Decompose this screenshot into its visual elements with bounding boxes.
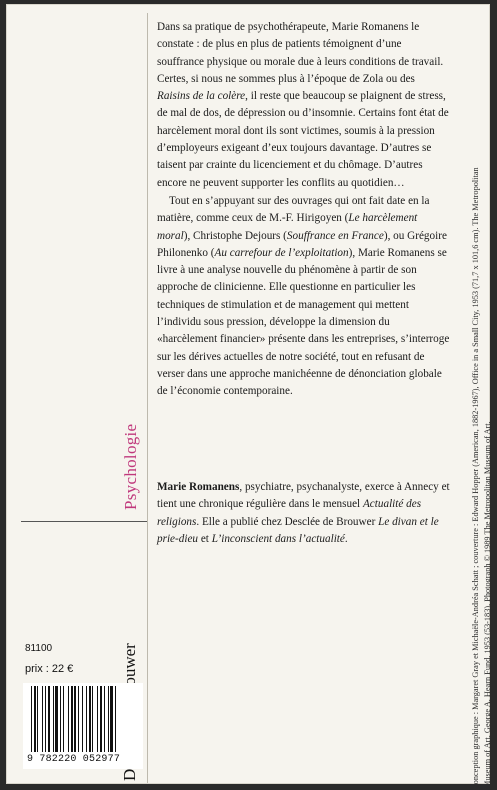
text-run: Dans sa pratique de psychothérapeute, Marie Romanens le constate : de plus en plus de patients témoignent d’une souffrance physique ou morale due à leurs conditions de travail. Certes, si nous ne sommes plus à l’époque de Zola ou des bbox=[157, 21, 444, 85]
barcode-bar bbox=[42, 686, 43, 752]
barcode-bar bbox=[108, 686, 109, 752]
italic-run: Raisins de la colère bbox=[157, 90, 246, 103]
credit-line-2: Museum of Art, George A. Hearn Fund, 1953 (53-183). Photograph © 1989 The Metropolitan Museum of Art. bbox=[482, 421, 492, 788]
barcode-bar bbox=[104, 686, 105, 752]
text-run: , il reste que beaucoup se plaignent de stress, de mal de dos, de dépression ou d’insomnie. Certains font état de harcèlement moral dont ils sont victimes, soumis à la pression d’employeurs exigeant d’eux toujours davantage. D’autres se taisent par crainte du licenciement et du chômage. D’autres encore ne peuvent supporter les conflits au quotidien… bbox=[157, 90, 449, 189]
barcode-bar bbox=[45, 686, 46, 752]
blurb-text bbox=[157, 19, 450, 401]
italic-run: Souffrance en France bbox=[286, 229, 384, 242]
barcode-bar bbox=[60, 686, 61, 752]
italic-run: Le divan et le prie-dieu bbox=[157, 515, 439, 545]
category-label: Psychologie bbox=[121, 423, 140, 510]
italic-run: L’inconscient dans l’actualité bbox=[211, 532, 345, 545]
barcode-bar bbox=[115, 686, 116, 752]
barcode-bar bbox=[100, 686, 102, 752]
barcode-bar bbox=[31, 686, 32, 752]
horizontal-divider bbox=[21, 521, 147, 522]
product-code: 81100 bbox=[25, 643, 53, 654]
author-bio bbox=[157, 479, 457, 548]
text-run: et bbox=[198, 532, 212, 545]
text-run: . bbox=[344, 532, 348, 545]
cover-credits bbox=[470, 167, 493, 788]
book-back-cover bbox=[6, 4, 492, 788]
author-bio-paragraph bbox=[157, 479, 457, 548]
text-run: Tout en s’appuyant sur des ouvrages qui ont fait date en la matière, comme ceux de M.-F. Hirigoyen ( bbox=[157, 194, 430, 225]
barcode-bar bbox=[97, 686, 98, 752]
italic-run: Actualité des religions bbox=[157, 498, 422, 528]
blurb-paragraph-1 bbox=[157, 19, 450, 192]
isbn-barcode bbox=[23, 683, 143, 769]
barcode-bar bbox=[92, 686, 93, 752]
text-run: . Elle a publié chez Desclée de Brouwer bbox=[196, 515, 379, 528]
barcode-bar bbox=[86, 686, 87, 752]
barcode-bar bbox=[63, 686, 64, 752]
barcode-bar bbox=[34, 686, 36, 752]
barcode-bars bbox=[31, 686, 137, 752]
barcode-bar bbox=[55, 686, 58, 752]
barcode-bar bbox=[48, 686, 50, 752]
vertical-divider bbox=[147, 13, 148, 783]
barcode-bar bbox=[71, 686, 73, 752]
barcode-bar bbox=[110, 686, 113, 752]
barcode-bar bbox=[78, 686, 79, 752]
barcode-bar bbox=[82, 686, 83, 752]
barcode-bar bbox=[68, 686, 69, 752]
isbn-digits: 9 782220 052977 bbox=[27, 754, 121, 765]
text-run: , psychiatre, psychanalyste, exerce à Annecy et tient une chronique régulière dans le mensuel bbox=[157, 481, 450, 511]
text-run: ), ou Grégoire Philonenko ( bbox=[157, 229, 447, 259]
blurb-paragraph-2 bbox=[157, 193, 450, 401]
text-run: ), Marie Romanens se livre à une analyse nouvelle du phénomène à partir de son approche de clinicienne. Elle questionne en particulier les techniques de stimulation et de management qui mettent l’individu sous pression, développe la dimension du «harcèlement financier» présente dans les entreprises, s’interroge sur les dérives actuelles de notre société, tout en refusant de verser dans une approche manichéenne de dénonciation globale de l’économie contemporaine. bbox=[157, 246, 450, 398]
italic-run: Au carrefour de l’exploitation bbox=[214, 246, 349, 259]
barcode-bar bbox=[89, 686, 91, 752]
price-label: prix : 22 € bbox=[25, 663, 74, 675]
text-run: ), Christophe Dejours ( bbox=[183, 229, 287, 242]
barcode-bar bbox=[74, 686, 76, 752]
italic-run: Le harcèlement moral bbox=[157, 212, 418, 242]
credit-line-1: conception graphique : Margaret Gray et Michaële-Andréa Schatt ; couverture : Edward Hopper (American, 1882-1967), Office in a Small City, 1953 (71,7 x 101,6 cm). The Metropolitan bbox=[471, 167, 480, 788]
barcode-bar bbox=[53, 686, 54, 752]
barcode-bar bbox=[37, 686, 38, 752]
bold-run: Marie Romanens bbox=[157, 481, 240, 493]
